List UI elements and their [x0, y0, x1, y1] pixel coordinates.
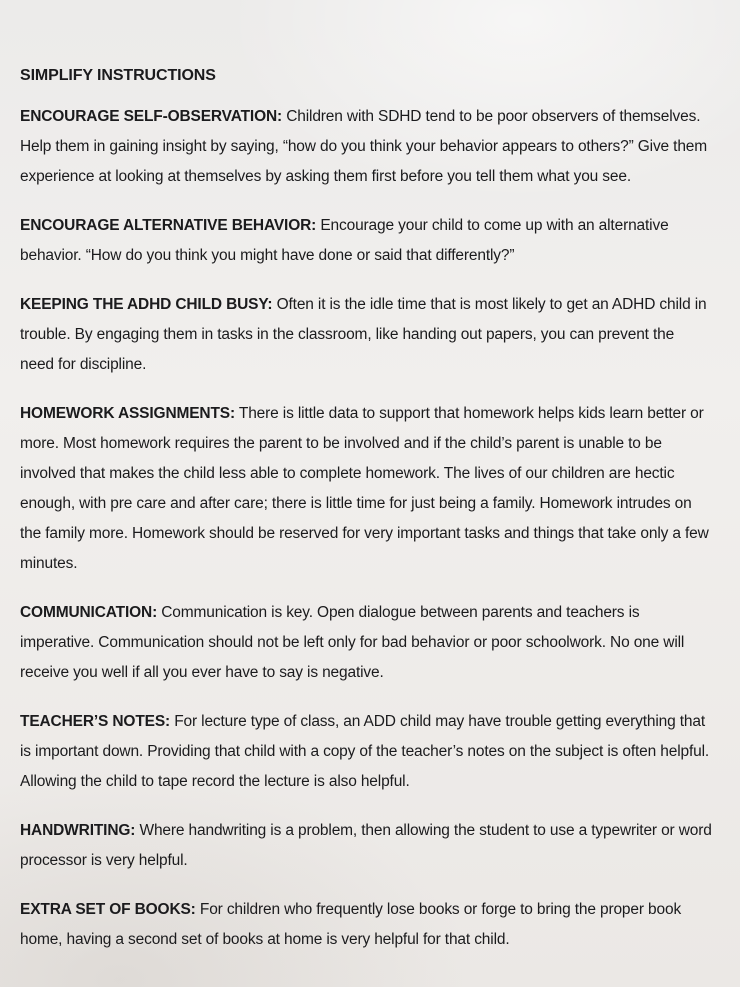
section-body: Communication is key. Open dialogue between parents and teachers is imperative. Communication should not be left only for bad behavior or poor schoolwork. No one will receive you well if all you ever have to say is negative. [20, 604, 685, 681]
section-encourage-self-observation [20, 102, 712, 192]
section-heading: TEACHER’S NOTES: [20, 713, 171, 730]
section-body: For lecture type of class, an ADD child may have trouble getting everything that is important down. Providing that child with a copy of the teacher’s notes on the subject is often helpful. Allowing the child to tape record the lecture is also helpful. [20, 713, 710, 790]
section-body: Children with SDHD tend to be poor observers of themselves. Help them in gaining insight by saying, “how do you think your behavior appears to others?” Give them experience at looking at themselves by asking them first before you tell them what you see. [20, 108, 708, 185]
section-heading: HOMEWORK ASSIGNMENTS: [20, 405, 235, 422]
section-body: Often it is the idle time that is most likely to get an ADHD child in trouble. By engaging them in tasks in the classroom, like handing out papers, you can prevent the need for discipline. [20, 296, 707, 373]
section-handwriting [20, 816, 712, 876]
section-body: Where handwriting is a problem, then allowing the student to use a typewriter or word processor is very helpful. [20, 822, 712, 869]
section-body: There is little data to support that homework helps kids learn better or more. Most homework requires the parent to be involved and if the child’s parent is unable to be involved that makes the child less able to complete homework. The lives of our children are hectic enough, with pre care and after care; there is little time for just being a family. Homework intrudes on the family more. Homework should be reserved for very important tasks and things that take only a few minutes. [20, 405, 709, 572]
section-heading: KEEPING THE ADHD CHILD BUSY: [20, 296, 273, 313]
section-keeping-child-busy [20, 290, 712, 380]
section-heading: COMMUNICATION: [20, 604, 158, 621]
section-teachers-notes [20, 707, 712, 797]
section-body: For children who frequently lose books or forge to bring the proper book home, having a second set of books at home is very helpful for that child. [20, 901, 682, 948]
section-extra-set-of-books [20, 895, 712, 955]
section-communication [20, 598, 712, 688]
section-heading: HANDWRITING: [20, 822, 136, 839]
section-heading: ENCOURAGE SELF-OBSERVATION: [20, 108, 283, 125]
section-heading: ENCOURAGE ALTERNATIVE BEHAVIOR: [20, 217, 317, 234]
section-encourage-alternative-behavior [20, 211, 712, 271]
section-heading: EXTRA SET OF BOOKS: [20, 901, 196, 918]
page-title: SIMPLIFY INSTRUCTIONS [20, 67, 216, 84]
section-body: Encourage your child to come up with an alternative behavior. “How do you think you might have done or said that differently?” [20, 217, 669, 264]
section-homework-assignments [20, 399, 712, 579]
